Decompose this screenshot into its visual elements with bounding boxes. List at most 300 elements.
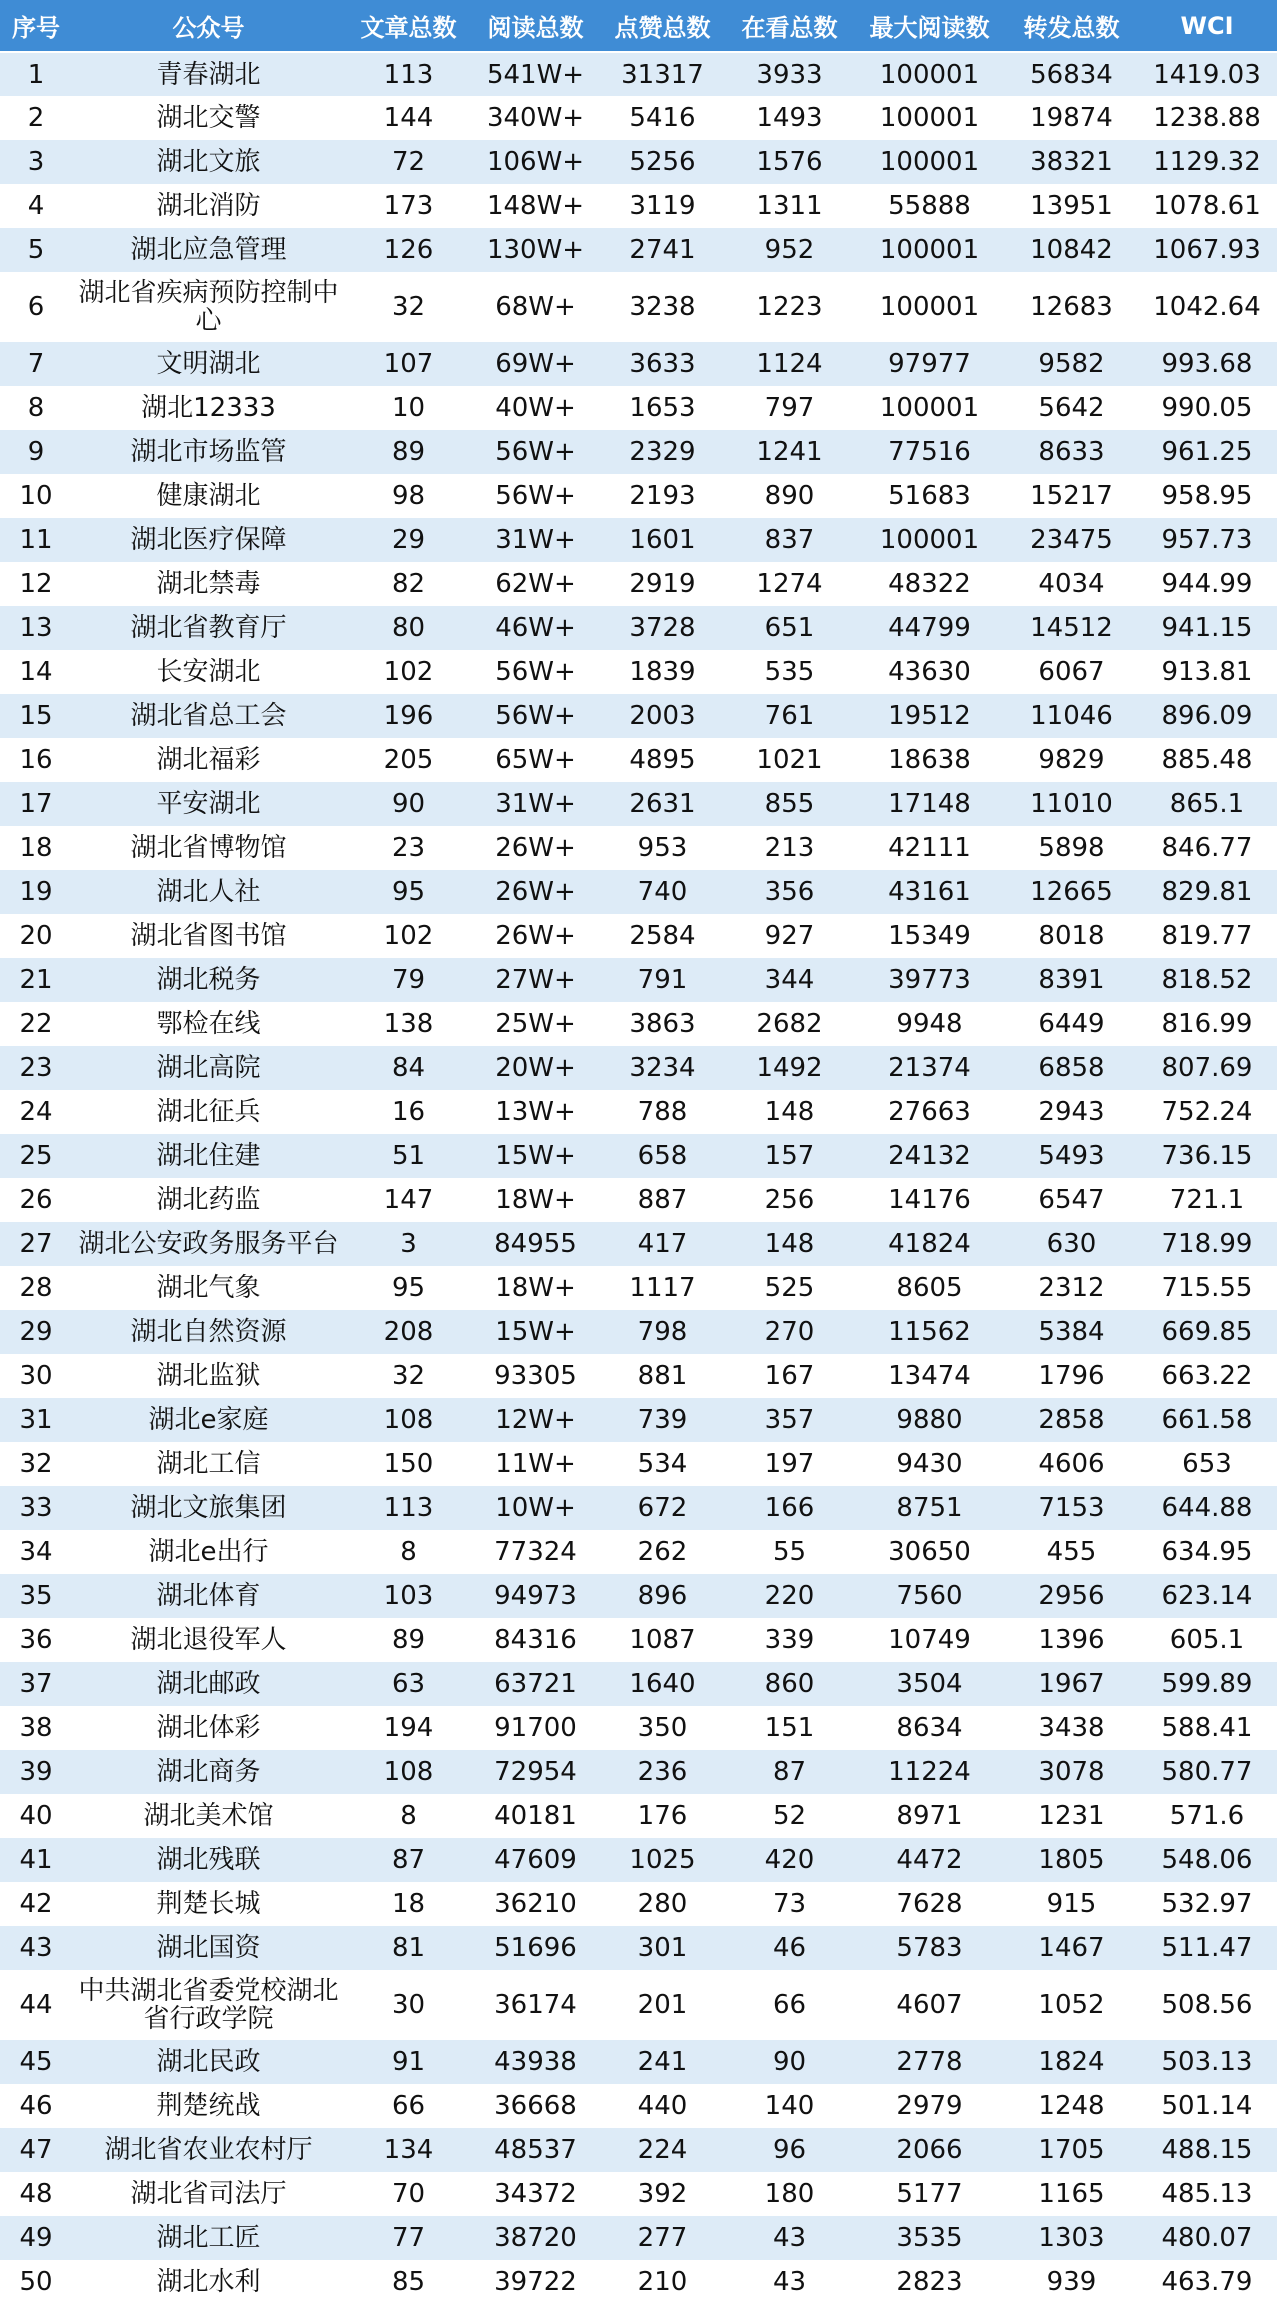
cell-rank: 8 <box>27 393 45 423</box>
cell-shares: 8391 <box>1038 965 1105 995</box>
cell-rank: 27 <box>19 1229 53 1259</box>
cell-watching: 180 <box>764 2179 815 2209</box>
cell-account: 中共湖北省委党校湖北省行政学院 <box>78 1976 339 2034</box>
cell-shares: 3078 <box>1038 1757 1105 1787</box>
cell-reads: 77324 <box>494 1537 577 1567</box>
cell-articles: 89 <box>391 437 426 467</box>
cell-watching: 166 <box>764 1493 815 1523</box>
cell-wci: 548.06 <box>1161 1845 1253 1875</box>
table-row <box>0 1706 1277 1750</box>
cell-rank: 25 <box>19 1141 53 1171</box>
cell-shares: 6067 <box>1038 657 1105 687</box>
cell-reads: 84955 <box>494 1229 577 1259</box>
cell-shares: 1052 <box>1038 1990 1105 2020</box>
cell-likes: 5416 <box>629 103 696 133</box>
cell-rank: 40 <box>19 1801 53 1831</box>
cell-max-reads: 41824 <box>888 1229 971 1259</box>
cell-likes: 236 <box>637 1757 688 1787</box>
cell-rank: 49 <box>19 2223 53 2253</box>
header-account: 公众号 <box>72 0 345 52</box>
cell-max-reads: 2066 <box>896 2135 963 2165</box>
cell-shares: 7153 <box>1038 1493 1105 1523</box>
cell-rank: 35 <box>19 1581 53 1611</box>
cell-rank: 41 <box>19 1845 53 1875</box>
cell-watching: 157 <box>764 1141 815 1171</box>
table-row <box>0 184 1277 228</box>
cell-wci: 501.14 <box>1161 2091 1253 2121</box>
cell-watching: 66 <box>772 1990 807 2020</box>
cell-wci: 599.89 <box>1161 1669 1253 1699</box>
cell-reads: 18W+ <box>495 1273 576 1303</box>
cell-rank: 11 <box>19 525 53 555</box>
cell-articles: 126 <box>383 235 434 265</box>
cell-likes: 1601 <box>629 525 696 555</box>
cell-rank: 39 <box>19 1757 53 1787</box>
cell-max-reads: 15349 <box>888 921 971 951</box>
cell-shares: 9829 <box>1038 745 1105 775</box>
cell-account: 湖北人社 <box>156 877 261 907</box>
cell-max-reads: 4607 <box>896 1990 963 2020</box>
cell-rank: 21 <box>19 965 53 995</box>
cell-reads: 69W+ <box>495 349 576 379</box>
cell-shares: 10842 <box>1030 235 1113 265</box>
cell-reads: 65W+ <box>495 745 576 775</box>
cell-shares: 5384 <box>1038 1317 1105 1347</box>
cell-max-reads: 100001 <box>879 292 980 322</box>
cell-watching: 151 <box>764 1713 815 1743</box>
cell-reads: 106W+ <box>486 147 585 177</box>
cell-wci: 532.97 <box>1161 1889 1253 1919</box>
cell-max-reads: 100001 <box>879 525 980 555</box>
cell-shares: 19874 <box>1030 103 1113 133</box>
cell-max-reads: 14176 <box>888 1185 971 1215</box>
cell-rank: 38 <box>19 1713 53 1743</box>
cell-max-reads: 21374 <box>888 1053 971 1083</box>
cell-wci: 896.09 <box>1161 701 1253 731</box>
table-row <box>0 52 1277 96</box>
cell-likes: 241 <box>637 2047 688 2077</box>
cell-watching: 148 <box>764 1097 815 1127</box>
cell-shares: 15217 <box>1030 481 1113 511</box>
cell-reads: 40181 <box>494 1801 577 1831</box>
cell-likes: 791 <box>637 965 688 995</box>
cell-watching: 855 <box>764 789 815 819</box>
cell-max-reads: 2823 <box>896 2267 963 2297</box>
table-row <box>0 2040 1277 2084</box>
cell-wci: 480.07 <box>1161 2223 1253 2253</box>
cell-wci: 661.58 <box>1161 1405 1253 1435</box>
cell-reads: 93305 <box>494 1361 577 1391</box>
cell-reads: 148W+ <box>486 191 585 221</box>
cell-max-reads: 39773 <box>888 965 971 995</box>
cell-max-reads: 19512 <box>888 701 971 731</box>
header-articles: 文章总数 <box>345 0 472 52</box>
cell-account: 湖北省教育厅 <box>130 613 287 643</box>
cell-watching: 43 <box>772 2223 807 2253</box>
cell-watching: 837 <box>764 525 815 555</box>
cell-rank: 43 <box>19 1933 53 1963</box>
cell-watching: 535 <box>764 657 815 687</box>
cell-wci: 957.73 <box>1161 525 1253 555</box>
cell-max-reads: 43630 <box>888 657 971 687</box>
cell-account: 健康湖北 <box>156 481 261 511</box>
cell-likes: 3633 <box>629 349 696 379</box>
cell-likes: 739 <box>637 1405 688 1435</box>
cell-rank: 31 <box>19 1405 53 1435</box>
table-row <box>0 1750 1277 1794</box>
cell-likes: 2631 <box>629 789 696 819</box>
cell-shares: 1467 <box>1038 1933 1105 1963</box>
cell-watching: 952 <box>764 235 815 265</box>
cell-watching: 96 <box>772 2135 807 2165</box>
cell-shares: 1396 <box>1038 1625 1105 1655</box>
cell-reads: 56W+ <box>495 657 576 687</box>
cell-likes: 788 <box>637 1097 688 1127</box>
cell-shares: 1796 <box>1038 1361 1105 1391</box>
header-shares: 转发总数 <box>1006 0 1137 52</box>
cell-max-reads: 100001 <box>879 147 980 177</box>
cell-articles: 32 <box>391 292 426 322</box>
cell-articles: 16 <box>391 1097 426 1127</box>
cell-max-reads: 9880 <box>896 1405 963 1435</box>
cell-likes: 392 <box>637 2179 688 2209</box>
cell-reads: 15W+ <box>495 1141 576 1171</box>
table-row <box>0 1970 1277 2040</box>
cell-account: 湖北商务 <box>156 1757 261 1787</box>
cell-account: 文明湖北 <box>156 349 261 379</box>
cell-likes: 887 <box>637 1185 688 1215</box>
cell-likes: 350 <box>637 1713 688 1743</box>
cell-rank: 26 <box>19 1185 53 1215</box>
cell-account: 湖北消防 <box>156 191 261 221</box>
cell-max-reads: 9430 <box>896 1449 963 1479</box>
cell-max-reads: 97977 <box>888 349 971 379</box>
cell-wci: 1042.64 <box>1153 292 1261 322</box>
cell-reads: 130W+ <box>486 235 585 265</box>
cell-likes: 2193 <box>629 481 696 511</box>
table-row <box>0 96 1277 140</box>
cell-shares: 12665 <box>1030 877 1113 907</box>
cell-wci: 511.47 <box>1161 1933 1253 1963</box>
cell-max-reads: 8605 <box>896 1273 963 1303</box>
cell-rank: 6 <box>27 292 45 322</box>
cell-articles: 8 <box>400 1801 417 1831</box>
cell-reads: 340W+ <box>486 103 585 133</box>
cell-likes: 2584 <box>629 921 696 951</box>
cell-max-reads: 11224 <box>888 1757 971 1787</box>
cell-reads: 26W+ <box>495 877 576 907</box>
table-row <box>0 1398 1277 1442</box>
cell-likes: 277 <box>637 2223 688 2253</box>
table-row <box>0 650 1277 694</box>
cell-account: 湖北e家庭 <box>148 1405 269 1435</box>
cell-wci: 503.13 <box>1161 2047 1253 2077</box>
cell-rank: 17 <box>19 789 53 819</box>
cell-account: 湖北公安政务服务平台 <box>78 1229 339 1259</box>
cell-rank: 46 <box>19 2091 53 2121</box>
cell-watching: 761 <box>764 701 815 731</box>
cell-watching: 2682 <box>756 1009 823 1039</box>
cell-reads: 36210 <box>494 1889 577 1919</box>
table-row <box>0 1310 1277 1354</box>
cell-rank: 24 <box>19 1097 53 1127</box>
cell-rank: 37 <box>19 1669 53 1699</box>
cell-wci: 715.55 <box>1161 1273 1253 1303</box>
cell-articles: 103 <box>383 1581 434 1611</box>
table-row <box>0 228 1277 272</box>
cell-wci: 718.99 <box>1161 1229 1253 1259</box>
cell-articles: 3 <box>400 1229 417 1259</box>
cell-account: 湖北福彩 <box>156 745 261 775</box>
cell-rank: 13 <box>19 613 53 643</box>
cell-shares: 1967 <box>1038 1669 1105 1699</box>
cell-watching: 220 <box>764 1581 815 1611</box>
cell-likes: 2003 <box>629 701 696 731</box>
cell-rank: 4 <box>27 191 45 221</box>
cell-shares: 1248 <box>1038 2091 1105 2121</box>
cell-rank: 23 <box>19 1053 53 1083</box>
cell-rank: 1 <box>27 59 45 90</box>
cell-likes: 740 <box>637 877 688 907</box>
cell-reads: 56W+ <box>495 481 576 511</box>
header-likes: 点赞总数 <box>599 0 726 52</box>
cell-shares: 56834 <box>1030 59 1113 90</box>
cell-shares: 2858 <box>1038 1405 1105 1435</box>
cell-shares: 6858 <box>1038 1053 1105 1083</box>
cell-articles: 10 <box>391 393 426 423</box>
cell-account: 湖北省司法厅 <box>130 2179 287 2209</box>
cell-account: 青春湖北 <box>156 59 261 90</box>
cell-shares: 8633 <box>1038 437 1105 467</box>
cell-max-reads: 18638 <box>888 745 971 775</box>
cell-likes: 176 <box>637 1801 688 1831</box>
cell-account: 湖北省农业农村厅 <box>104 2135 313 2165</box>
cell-max-reads: 13474 <box>888 1361 971 1391</box>
table-row <box>0 870 1277 914</box>
cell-articles: 51 <box>391 1141 426 1171</box>
cell-wci: 1078.61 <box>1153 191 1261 221</box>
cell-wci: 669.85 <box>1161 1317 1253 1347</box>
table-row <box>0 606 1277 650</box>
cell-articles: 84 <box>391 1053 426 1083</box>
cell-articles: 102 <box>383 921 434 951</box>
cell-articles: 98 <box>391 481 426 511</box>
cell-likes: 896 <box>637 1581 688 1611</box>
cell-articles: 77 <box>391 2223 426 2253</box>
table-row <box>0 1530 1277 1574</box>
cell-rank: 32 <box>19 1449 53 1479</box>
cell-rank: 20 <box>19 921 53 951</box>
cell-wci: 721.1 <box>1169 1185 1245 1215</box>
cell-watching: 1274 <box>756 569 823 599</box>
cell-watching: 1576 <box>756 147 823 177</box>
cell-max-reads: 51683 <box>888 481 971 511</box>
cell-watching: 339 <box>764 1625 815 1655</box>
cell-wci: 958.95 <box>1161 481 1253 511</box>
cell-shares: 14512 <box>1030 613 1113 643</box>
cell-reads: 39722 <box>494 2267 577 2297</box>
cell-shares: 38321 <box>1030 147 1113 177</box>
table-body <box>0 52 1277 2304</box>
cell-wci: 818.52 <box>1161 965 1253 995</box>
cell-wci: 829.81 <box>1161 877 1253 907</box>
cell-rank: 30 <box>19 1361 53 1391</box>
table-row <box>0 1442 1277 1486</box>
cell-account: 湖北文旅集团 <box>130 1493 287 1523</box>
cell-max-reads: 100001 <box>879 393 980 423</box>
cell-watching: 43 <box>772 2267 807 2297</box>
cell-reads: 48537 <box>494 2135 577 2165</box>
cell-max-reads: 24132 <box>888 1141 971 1171</box>
table-row <box>0 342 1277 386</box>
cell-reads: 36668 <box>494 2091 577 2121</box>
cell-articles: 8 <box>400 1537 417 1567</box>
cell-max-reads: 3504 <box>896 1669 963 1699</box>
cell-likes: 1839 <box>629 657 696 687</box>
cell-rank: 15 <box>19 701 53 731</box>
cell-shares: 1303 <box>1038 2223 1105 2253</box>
cell-rank: 29 <box>19 1317 53 1347</box>
cell-articles: 107 <box>383 349 434 379</box>
header-row <box>0 0 1277 52</box>
cell-shares: 9582 <box>1038 349 1105 379</box>
cell-watching: 55 <box>772 1537 807 1567</box>
cell-account: 湖北体彩 <box>156 1713 261 1743</box>
cell-wci: 571.6 <box>1169 1801 1245 1831</box>
cell-articles: 81 <box>391 1933 426 1963</box>
cell-shares: 4606 <box>1038 1449 1105 1479</box>
cell-watching: 1124 <box>756 349 823 379</box>
table-row <box>0 1002 1277 1046</box>
cell-articles: 113 <box>383 59 434 90</box>
table-row <box>0 2216 1277 2260</box>
cell-reads: 26W+ <box>495 833 576 863</box>
table-row <box>0 694 1277 738</box>
cell-watching: 52 <box>772 1801 807 1831</box>
cell-watching: 1492 <box>756 1053 823 1083</box>
cell-max-reads: 11562 <box>888 1317 971 1347</box>
cell-account: 湖北药监 <box>156 1185 261 1215</box>
cell-reads: 36174 <box>494 1990 577 2020</box>
table-row <box>0 1662 1277 1706</box>
cell-shares: 1824 <box>1038 2047 1105 2077</box>
cell-account: 湖北工匠 <box>156 2223 261 2253</box>
cell-account: 湖北交警 <box>156 103 261 133</box>
cell-likes: 224 <box>637 2135 688 2165</box>
cell-account: 湖北住建 <box>156 1141 261 1171</box>
cell-max-reads: 7560 <box>896 1581 963 1611</box>
cell-rank: 14 <box>19 657 53 687</box>
cell-articles: 194 <box>383 1713 434 1743</box>
cell-max-reads: 42111 <box>888 833 971 863</box>
cell-watching: 1021 <box>756 745 823 775</box>
cell-account: 湖北自然资源 <box>130 1317 287 1347</box>
cell-reads: 43938 <box>494 2047 577 2077</box>
cell-articles: 150 <box>383 1449 434 1479</box>
cell-rank: 18 <box>19 833 53 863</box>
cell-max-reads: 8971 <box>896 1801 963 1831</box>
cell-shares: 455 <box>1046 1537 1097 1567</box>
cell-likes: 1025 <box>629 1845 696 1875</box>
cell-wci: 913.81 <box>1161 657 1253 687</box>
cell-watching: 256 <box>764 1185 815 1215</box>
cell-max-reads: 55888 <box>888 191 971 221</box>
table-row <box>0 1046 1277 1090</box>
cell-watching: 90 <box>772 2047 807 2077</box>
table-row <box>0 958 1277 1002</box>
cell-articles: 90 <box>391 789 426 819</box>
cell-watching: 1241 <box>756 437 823 467</box>
cell-reads: 10W+ <box>495 1493 576 1523</box>
cell-reads: 56W+ <box>495 701 576 731</box>
cell-rank: 2 <box>27 103 45 133</box>
cell-wci: 488.15 <box>1161 2135 1253 2165</box>
cell-wci: 846.77 <box>1161 833 1253 863</box>
cell-account: 湖北国资 <box>156 1933 261 1963</box>
cell-max-reads: 30650 <box>888 1537 971 1567</box>
cell-max-reads: 10749 <box>888 1625 971 1655</box>
table-row <box>0 562 1277 606</box>
cell-rank: 3 <box>27 147 45 177</box>
cell-account: 湖北税务 <box>156 965 261 995</box>
cell-reads: 12W+ <box>495 1405 576 1435</box>
cell-wci: 752.24 <box>1161 1097 1253 1127</box>
cell-shares: 1705 <box>1038 2135 1105 2165</box>
cell-likes: 2329 <box>629 437 696 467</box>
cell-articles: 108 <box>383 1757 434 1787</box>
table-row <box>0 518 1277 562</box>
cell-account: 湖北气象 <box>156 1273 261 1303</box>
cell-account: 湖北12333 <box>141 393 276 423</box>
cell-reads: 25W+ <box>495 1009 576 1039</box>
table-row <box>0 1882 1277 1926</box>
cell-articles: 79 <box>391 965 426 995</box>
cell-shares: 3438 <box>1038 1713 1105 1743</box>
cell-rank: 7 <box>27 349 45 379</box>
header-wci: WCI <box>1137 0 1277 52</box>
cell-wci: 644.88 <box>1161 1493 1253 1523</box>
table-row <box>0 1178 1277 1222</box>
cell-articles: 208 <box>383 1317 434 1347</box>
cell-articles: 63 <box>391 1669 426 1699</box>
cell-articles: 91 <box>391 2047 426 2077</box>
cell-watching: 651 <box>764 613 815 643</box>
cell-reads: 91700 <box>494 1713 577 1743</box>
table-row <box>0 826 1277 870</box>
cell-reads: 40W+ <box>495 393 576 423</box>
cell-reads: 56W+ <box>495 437 576 467</box>
cell-rank: 12 <box>19 569 53 599</box>
cell-watching: 356 <box>764 877 815 907</box>
cell-account: 湖北水利 <box>156 2267 261 2297</box>
cell-likes: 201 <box>637 1990 688 2020</box>
cell-watching: 197 <box>764 1449 815 1479</box>
cell-likes: 798 <box>637 1317 688 1347</box>
cell-watching: 927 <box>764 921 815 951</box>
cell-likes: 4895 <box>629 745 696 775</box>
cell-reads: 72954 <box>494 1757 577 1787</box>
cell-shares: 12683 <box>1030 292 1113 322</box>
cell-max-reads: 100001 <box>879 103 980 133</box>
cell-wci: 580.77 <box>1161 1757 1253 1787</box>
cell-likes: 262 <box>637 1537 688 1567</box>
cell-wci: 508.56 <box>1161 1990 1253 2020</box>
cell-articles: 18 <box>391 1889 426 1919</box>
table-row <box>0 2084 1277 2128</box>
cell-max-reads: 100001 <box>879 59 980 90</box>
cell-articles: 23 <box>391 833 426 863</box>
cell-max-reads: 2778 <box>896 2047 963 2077</box>
